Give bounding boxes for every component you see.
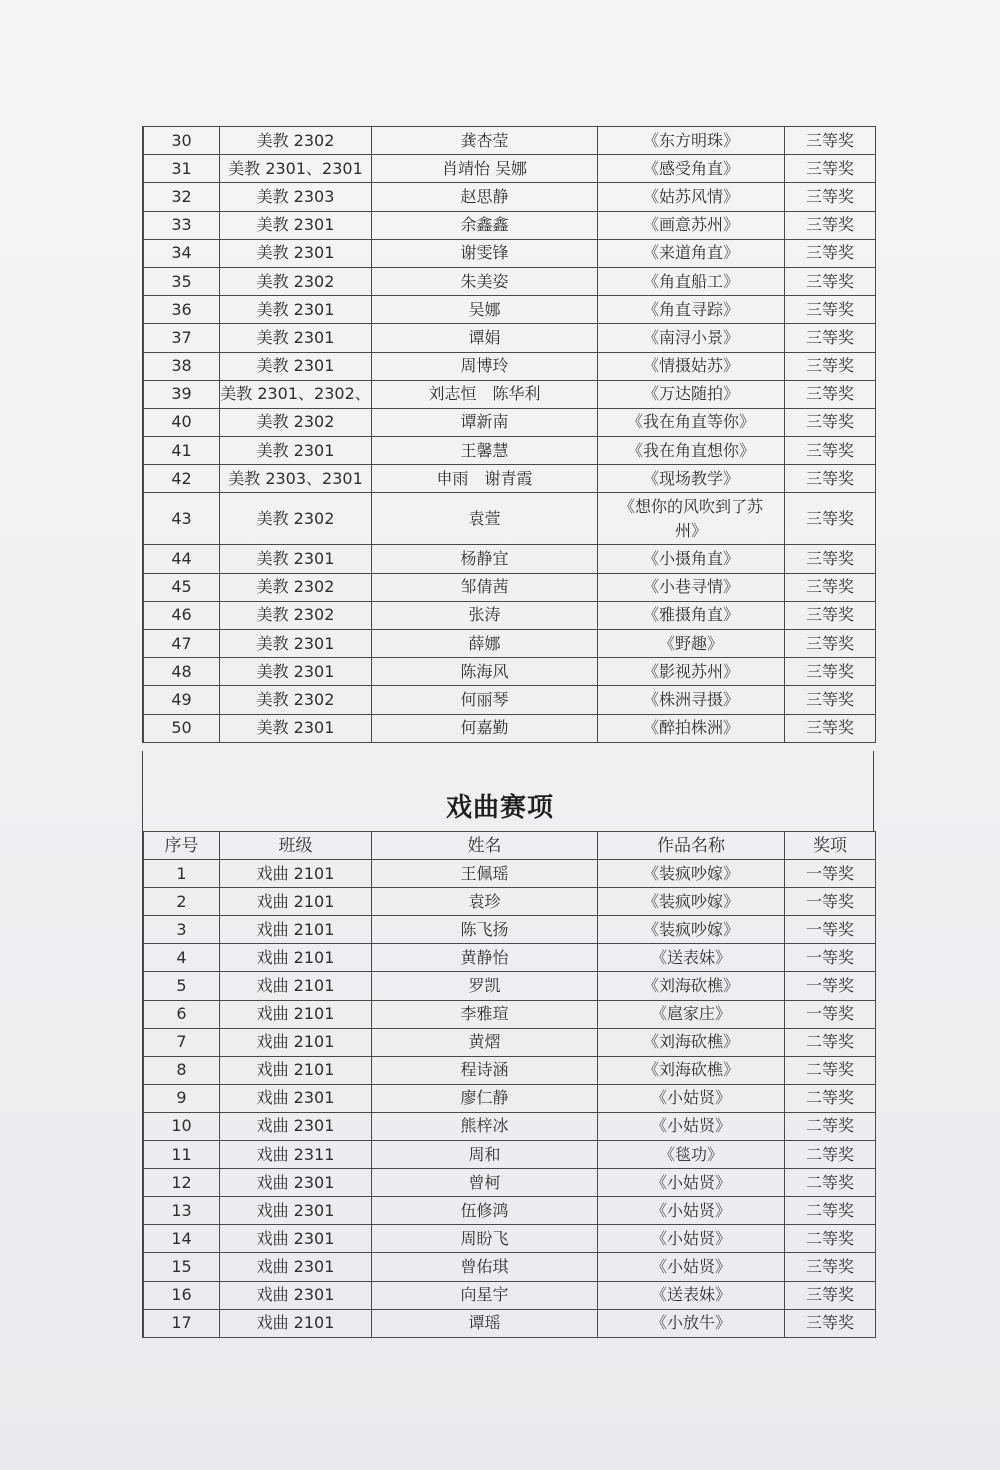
table-row	[144, 573, 876, 601]
cell-class: 美教 2301、2301	[220, 155, 372, 183]
cell-award: 三等奖	[785, 630, 876, 658]
table-row	[144, 296, 876, 324]
cell-award: 二等奖	[785, 1028, 876, 1056]
table-row	[144, 267, 876, 295]
cell-no: 45	[144, 573, 220, 601]
upper-table-body	[144, 127, 876, 743]
cell-name: 曾佑琪	[372, 1253, 598, 1281]
table-row	[144, 1309, 876, 1337]
cell-name: 曾柯	[372, 1169, 598, 1197]
cell-award: 三等奖	[785, 465, 876, 493]
cell-class: 美教 2301	[220, 352, 372, 380]
cell-class: 戏曲 2101	[220, 888, 372, 916]
cell-class: 美教 2301	[220, 296, 372, 324]
cell-class: 美教 2301	[220, 658, 372, 686]
cell-no: 40	[144, 408, 220, 436]
cell-name: 申雨 谢青霞	[372, 465, 598, 493]
cell-award: 三等奖	[785, 493, 876, 545]
cell-award: 二等奖	[785, 1056, 876, 1084]
cell-name: 谭娟	[372, 324, 598, 352]
cell-award: 三等奖	[785, 686, 876, 714]
cell-name: 王馨慧	[372, 437, 598, 465]
cell-no: 47	[144, 630, 220, 658]
cell-name: 罗凯	[372, 972, 598, 1000]
table-row	[144, 916, 876, 944]
table-row	[144, 127, 876, 155]
cell-name: 伍修鸿	[372, 1197, 598, 1225]
table-row	[144, 658, 876, 686]
cell-class: 美教 2301	[220, 714, 372, 742]
cell-no: 39	[144, 380, 220, 408]
table-row	[144, 1000, 876, 1028]
cell-class: 美教 2301	[220, 437, 372, 465]
table-row	[144, 324, 876, 352]
cell-name: 袁珍	[372, 888, 598, 916]
cell-work: 《现场教学》	[598, 465, 785, 493]
cell-name: 邹倩茜	[372, 573, 598, 601]
cell-no: 10	[144, 1112, 220, 1140]
table-row	[144, 1281, 876, 1309]
cell-class: 戏曲 2301	[220, 1281, 372, 1309]
cell-class: 戏曲 2301	[220, 1169, 372, 1197]
cell-work: 《小姑贤》	[598, 1169, 785, 1197]
cell-no: 12	[144, 1169, 220, 1197]
table-row	[144, 1253, 876, 1281]
cell-name: 吴娜	[372, 296, 598, 324]
cell-class: 美教 2302	[220, 601, 372, 629]
cell-no: 37	[144, 324, 220, 352]
cell-work: 《想你的风吹到了苏州》	[598, 493, 785, 545]
cell-award: 三等奖	[785, 658, 876, 686]
cell-name: 谭瑶	[372, 1309, 598, 1337]
header-class: 班级	[220, 832, 372, 860]
cell-award: 三等奖	[785, 545, 876, 573]
cell-no: 4	[144, 944, 220, 972]
cell-class: 戏曲 2301	[220, 1197, 372, 1225]
cell-work: 《毯功》	[598, 1141, 785, 1169]
cell-award: 三等奖	[785, 155, 876, 183]
cell-award: 一等奖	[785, 1000, 876, 1028]
table-row	[144, 1084, 876, 1112]
cell-work: 《小姑贤》	[598, 1197, 785, 1225]
table-row	[144, 1225, 876, 1253]
cell-no: 35	[144, 267, 220, 295]
cell-name: 黄静怡	[372, 944, 598, 972]
cell-no: 33	[144, 211, 220, 239]
cell-class: 戏曲 2101	[220, 944, 372, 972]
cell-class: 戏曲 2301	[220, 1084, 372, 1112]
cell-award: 三等奖	[785, 267, 876, 295]
cell-work: 《野趣》	[598, 630, 785, 658]
cell-no: 6	[144, 1000, 220, 1028]
cell-no: 43	[144, 493, 220, 545]
cell-work: 《扈家庄》	[598, 1000, 785, 1028]
cell-class: 戏曲 2311	[220, 1141, 372, 1169]
cell-name: 周和	[372, 1141, 598, 1169]
cell-class: 美教 2301	[220, 211, 372, 239]
cell-class: 戏曲 2301	[220, 1225, 372, 1253]
cell-no: 41	[144, 437, 220, 465]
table-row	[144, 408, 876, 436]
table-row	[144, 1028, 876, 1056]
table-row	[144, 972, 876, 1000]
cell-no: 31	[144, 155, 220, 183]
cell-award: 三等奖	[785, 573, 876, 601]
cell-work: 《株洲寻摄》	[598, 686, 785, 714]
cell-work: 《小摄角直》	[598, 545, 785, 573]
table-row	[144, 630, 876, 658]
cell-work: 《装疯吵嫁》	[598, 888, 785, 916]
cell-no: 16	[144, 1281, 220, 1309]
cell-award: 二等奖	[785, 1169, 876, 1197]
cell-award: 一等奖	[785, 944, 876, 972]
cell-class: 戏曲 2301	[220, 1253, 372, 1281]
cell-name: 谢雯锋	[372, 239, 598, 267]
cell-name: 张涛	[372, 601, 598, 629]
cell-class: 美教 2302	[220, 573, 372, 601]
cell-work: 《影视苏州》	[598, 658, 785, 686]
cell-class: 美教 2303、2301	[220, 465, 372, 493]
cell-work: 《小姑贤》	[598, 1225, 785, 1253]
cell-award: 一等奖	[785, 888, 876, 916]
cell-no: 2	[144, 888, 220, 916]
cell-class: 美教 2303	[220, 183, 372, 211]
cell-no: 15	[144, 1253, 220, 1281]
table-row	[144, 714, 876, 742]
cell-no: 46	[144, 601, 220, 629]
cell-work: 《画意苏州》	[598, 211, 785, 239]
cell-class: 戏曲 2101	[220, 1056, 372, 1084]
cell-no: 48	[144, 658, 220, 686]
section-title: 戏曲赛项	[445, 793, 554, 823]
cell-award: 三等奖	[785, 437, 876, 465]
cell-award: 三等奖	[785, 127, 876, 155]
cell-class: 美教 2302	[220, 493, 372, 545]
cell-work: 《姑苏风情》	[598, 183, 785, 211]
cell-class: 戏曲 2301	[220, 1112, 372, 1140]
cell-class: 美教 2302	[220, 267, 372, 295]
table-row	[144, 493, 876, 545]
cell-name: 李雅瑄	[372, 1000, 598, 1028]
opera-results-table	[142, 831, 876, 1338]
cell-work: 《送表妹》	[598, 944, 785, 972]
cell-award: 二等奖	[785, 1084, 876, 1112]
cell-work: 《送表妹》	[598, 1281, 785, 1309]
cell-work: 《刘海砍樵》	[598, 1056, 785, 1084]
cell-class: 戏曲 2101	[220, 1000, 372, 1028]
cell-class: 美教 2302	[220, 686, 372, 714]
cell-work: 《角直寻踪》	[598, 296, 785, 324]
cell-work: 《雅摄角直》	[598, 601, 785, 629]
table-row	[144, 437, 876, 465]
cell-no: 32	[144, 183, 220, 211]
table-row	[144, 686, 876, 714]
cell-work: 《我在角直等你》	[598, 408, 785, 436]
cell-name: 何嘉勤	[372, 714, 598, 742]
cell-no: 14	[144, 1225, 220, 1253]
cell-no: 38	[144, 352, 220, 380]
cell-no: 3	[144, 916, 220, 944]
cell-award: 三等奖	[785, 408, 876, 436]
cell-award: 三等奖	[785, 352, 876, 380]
cell-name: 何丽琴	[372, 686, 598, 714]
cell-award: 二等奖	[785, 1112, 876, 1140]
cell-class: 戏曲 2101	[220, 972, 372, 1000]
cell-award: 三等奖	[785, 1253, 876, 1281]
cell-award: 三等奖	[785, 1281, 876, 1309]
cell-award: 三等奖	[785, 1309, 876, 1337]
table-row	[144, 1056, 876, 1084]
cell-award: 三等奖	[785, 296, 876, 324]
cell-name: 周盼飞	[372, 1225, 598, 1253]
cell-class: 戏曲 2101	[220, 916, 372, 944]
cell-award: 三等奖	[785, 239, 876, 267]
cell-no: 17	[144, 1309, 220, 1337]
cell-name: 周博玲	[372, 352, 598, 380]
table-row	[144, 352, 876, 380]
cell-no: 42	[144, 465, 220, 493]
table-row	[144, 465, 876, 493]
cell-name: 程诗涵	[372, 1056, 598, 1084]
cell-no: 49	[144, 686, 220, 714]
cell-work: 《南浔小景》	[598, 324, 785, 352]
cell-no: 30	[144, 127, 220, 155]
cell-name: 王佩瑶	[372, 860, 598, 888]
cell-name: 熊梓冰	[372, 1112, 598, 1140]
cell-name: 袁萱	[372, 493, 598, 545]
cell-name: 谭新南	[372, 408, 598, 436]
cell-award: 二等奖	[785, 1141, 876, 1169]
cell-no: 50	[144, 714, 220, 742]
cell-name: 刘志恒 陈华利	[372, 380, 598, 408]
table-row	[144, 601, 876, 629]
cell-name: 肖靖怡 吴娜	[372, 155, 598, 183]
table-row	[144, 155, 876, 183]
cell-class: 美教 2302	[220, 127, 372, 155]
cell-work: 《来道角直》	[598, 239, 785, 267]
cell-work: 《小姑贤》	[598, 1112, 785, 1140]
cell-name: 朱美姿	[372, 267, 598, 295]
cell-award: 三等奖	[785, 211, 876, 239]
cell-award: 三等奖	[785, 714, 876, 742]
cell-class: 美教 2302	[220, 408, 372, 436]
cell-work: 《角直船工》	[598, 267, 785, 295]
cell-class: 戏曲 2101	[220, 1028, 372, 1056]
lower-table-body	[144, 832, 876, 1338]
cell-work: 《我在角直想你》	[598, 437, 785, 465]
photography-results-table	[142, 126, 876, 743]
cell-class: 美教 2301	[220, 545, 372, 573]
table-row	[144, 183, 876, 211]
cell-name: 余鑫鑫	[372, 211, 598, 239]
cell-class: 戏曲 2101	[220, 1309, 372, 1337]
cell-no: 36	[144, 296, 220, 324]
table-row	[144, 1169, 876, 1197]
cell-class: 美教 2301	[220, 324, 372, 352]
cell-no: 34	[144, 239, 220, 267]
header-name: 姓名	[372, 832, 598, 860]
table-row	[144, 860, 876, 888]
cell-no: 44	[144, 545, 220, 573]
cell-work: 《小巷寻情》	[598, 573, 785, 601]
cell-class: 美教 2301、2302、	[220, 380, 372, 408]
cell-award: 三等奖	[785, 324, 876, 352]
cell-award: 一等奖	[785, 972, 876, 1000]
table-row	[144, 944, 876, 972]
cell-name: 杨静宜	[372, 545, 598, 573]
cell-name: 赵思静	[372, 183, 598, 211]
cell-name: 薛娜	[372, 630, 598, 658]
cell-work: 《装疯吵嫁》	[598, 860, 785, 888]
cell-name: 黄熠	[372, 1028, 598, 1056]
table-row	[144, 1141, 876, 1169]
cell-no: 5	[144, 972, 220, 1000]
header-award: 奖项	[785, 832, 876, 860]
cell-class: 戏曲 2101	[220, 860, 372, 888]
cell-award: 一等奖	[785, 916, 876, 944]
cell-work: 《小放牛》	[598, 1309, 785, 1337]
table-row	[144, 1112, 876, 1140]
cell-work: 《小姑贤》	[598, 1253, 785, 1281]
table-header-row	[144, 832, 876, 860]
cell-work: 《万达随拍》	[598, 380, 785, 408]
table-row	[144, 380, 876, 408]
cell-award: 二等奖	[785, 1197, 876, 1225]
cell-no: 7	[144, 1028, 220, 1056]
header-work: 作品名称	[598, 832, 785, 860]
table-row	[144, 239, 876, 267]
cell-class: 美教 2301	[220, 239, 372, 267]
cell-work: 《刘海砍樵》	[598, 972, 785, 1000]
cell-work: 《装疯吵嫁》	[598, 916, 785, 944]
cell-no: 1	[144, 860, 220, 888]
table-row	[144, 888, 876, 916]
cell-award: 一等奖	[785, 860, 876, 888]
cell-award: 三等奖	[785, 183, 876, 211]
header-no: 序号	[144, 832, 220, 860]
table-row	[144, 211, 876, 239]
cell-work: 《情摄姑苏》	[598, 352, 785, 380]
cell-class: 美教 2301	[220, 630, 372, 658]
cell-work: 《感受角直》	[598, 155, 785, 183]
cell-work: 《刘海砍樵》	[598, 1028, 785, 1056]
cell-work: 《东方明珠》	[598, 127, 785, 155]
table-row	[144, 545, 876, 573]
table-row	[144, 1197, 876, 1225]
cell-no: 13	[144, 1197, 220, 1225]
cell-no: 11	[144, 1141, 220, 1169]
cell-work: 《醉拍株洲》	[598, 714, 785, 742]
cell-name: 陈飞扬	[372, 916, 598, 944]
cell-award: 三等奖	[785, 380, 876, 408]
cell-no: 9	[144, 1084, 220, 1112]
cell-award: 三等奖	[785, 601, 876, 629]
cell-name: 龚杏莹	[372, 127, 598, 155]
cell-no: 8	[144, 1056, 220, 1084]
cell-name: 向星宇	[372, 1281, 598, 1309]
cell-work: 《小姑贤》	[598, 1084, 785, 1112]
cell-name: 陈海风	[372, 658, 598, 686]
cell-name: 廖仁静	[372, 1084, 598, 1112]
cell-award: 二等奖	[785, 1225, 876, 1253]
